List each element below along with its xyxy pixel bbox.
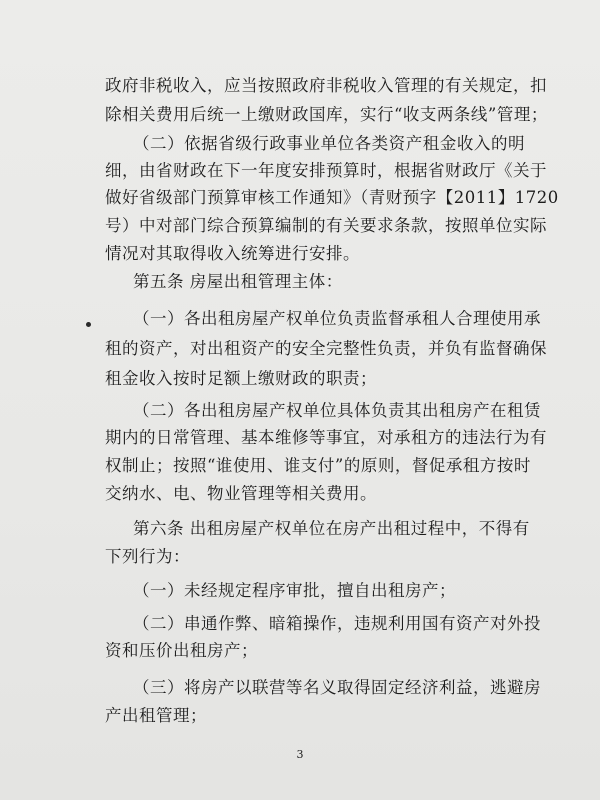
text-line: 权制止；按照“谁使用、谁支付”的原则，督促承租方按时 — [105, 456, 531, 475]
text-line: （二）各出租房屋产权单位具体负责其出租房产在租赁 — [133, 401, 541, 420]
text-line: （二）串通作弊、暗箱操作，违规利用国有资产对外投 — [133, 614, 541, 633]
text-line: （二）依据省级行政事业单位各类资产租金收入的明 — [133, 134, 525, 153]
text-line: 做好省级部门预算审核工作通知》（青财预字【2011】1720 — [105, 188, 559, 207]
text-line: 细，由省财政在下一年度安排预算时，根据省财政厅《关于 — [105, 161, 547, 180]
text-line: 情况对其取得收入统筹进行安排。 — [105, 244, 360, 263]
page-number: 3 — [296, 748, 304, 761]
text-line: 政府非税收入，应当按照政府非税收入管理的有关规定，扣 — [105, 76, 547, 95]
text-line: 租金收入按时足额上缴财政的职责； — [105, 369, 377, 388]
text-line: 号）中对部门综合预算编制的有关要求条款，按照单位实际 — [105, 216, 547, 235]
text-line: 产出租管理； — [105, 706, 207, 725]
article-heading: 第五条 房屋出租管理主体： — [133, 272, 343, 291]
text-line: 交纳水、电、物业管理等相关费用。 — [105, 484, 377, 503]
text-line: 下列行为： — [105, 547, 190, 566]
text-line: 资和压价出租房产； — [105, 641, 258, 660]
text-line: 租的资产，对出租资产的安全完整性负责，并负有监督确保 — [105, 339, 547, 358]
article-heading: 第六条 出租房屋产权单位在房产出租过程中，不得有 — [133, 519, 530, 538]
text-line: 期内的日常管理、基本维修等事宜，对承租方的违法行为有 — [105, 428, 547, 447]
ink-dot — [86, 322, 91, 327]
text-line: （一）未经规定程序审批，擅自出租房产； — [133, 581, 456, 600]
text-line: （三）将房产以联营等名义取得固定经济利益，逃避房 — [133, 678, 541, 697]
text-line: 除相关费用后统一上缴财政国库，实行“收支两条线”管理； — [105, 105, 548, 124]
text-line: （一）各出租房屋产权单位负责监督承租人合理使用承 — [133, 309, 541, 328]
